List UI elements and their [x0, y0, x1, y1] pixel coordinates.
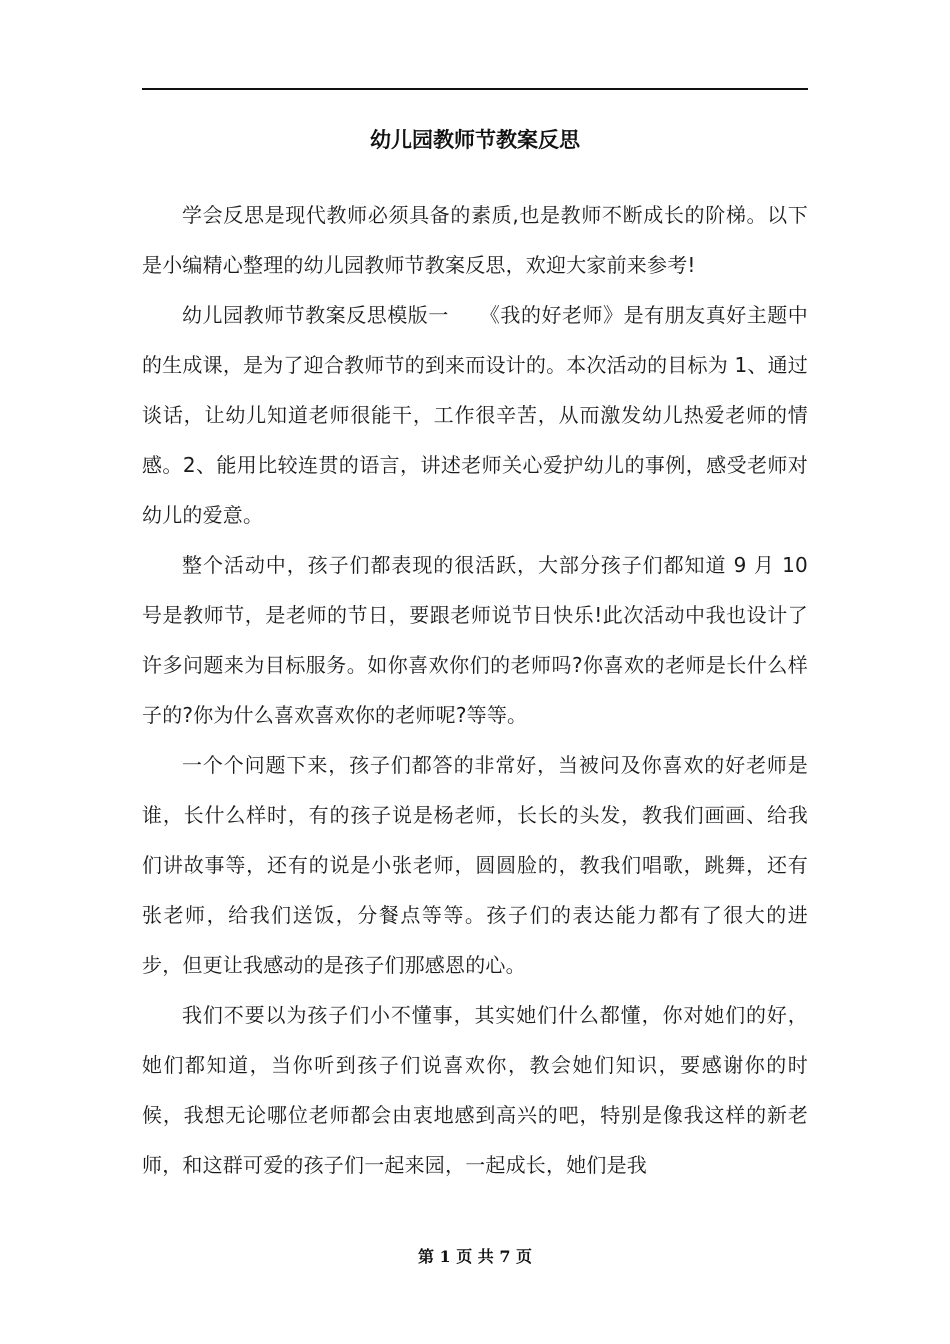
paragraph-reflection: 我们不要以为孩子们小不懂事，其实她们什么都懂，你对她们的好，她们都知道，当你听到孩子们说喜欢你，教会她们知识，要感谢你的时候，我想无论哪位老师都会由衷地感到高兴的吧，特别是像我这样的新老师，和这群可爱的孩子们一起来园，一起成长，她们是我: [142, 1003, 808, 1177]
page-number-footer: 第 1 页 共 7 页: [417, 1247, 533, 1266]
paragraph-intro: 学会反思是现代教师必须具备的素质,也是教师不断成长的阶梯。以下是小编精心整理的幼儿园教师节教案反思，欢迎大家前来参考!: [142, 203, 808, 277]
paragraph-template-one: 幼儿园教师节教案反思模版一 《我的好老师》是有朋友真好主题中的生成课，是为了迎合教师节的到来而设计的。本次活动的目标为 1、通过谈话，让幼儿知道老师很能干，工作很辛苦，从而激发幼儿热爱老师的情感。2、能用比较连贯的语言，讲述老师关心爱护幼儿的事例，感受老师对幼儿的爱意。: [142, 303, 808, 527]
page-title: 幼儿园教师节教案反思: [370, 128, 580, 152]
paragraph-activity: 整个活动中，孩子们都表现的很活跃，大部分孩子们都知道 9 月 10 号是教师节，是老师的节日，要跟老师说节日快乐!此次活动中我也设计了许多问题来为目标服务。如你喜欢你们的老师吗?你喜欢的老师是长什么样子的?你为什么喜欢喜欢你的老师呢?等等。: [142, 553, 808, 727]
document-body: [142, 190, 808, 1190]
header-rule: [142, 88, 808, 90]
paragraph-questions: 一个个问题下来，孩子们都答的非常好，当被问及你喜欢的好老师是谁，长什么样时，有的孩子说是杨老师，长长的头发，教我们画画、给我们讲故事等，还有的说是小张老师，圆圆脸的，教我们唱歌，跳舞，还有张老师，给我们送饭，分餐点等等。孩子们的表达能力都有了很大的进步，但更让我感动的是孩子们那感恩的心。: [142, 753, 808, 977]
